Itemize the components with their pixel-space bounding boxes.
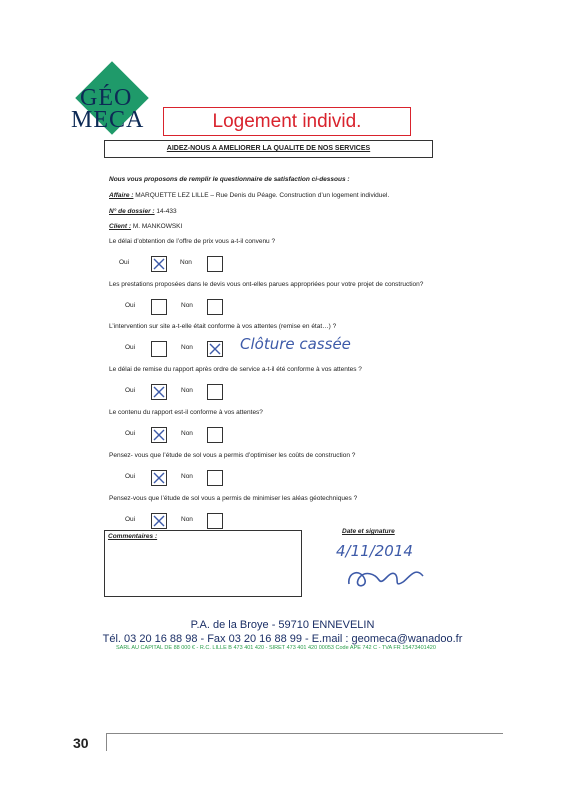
question-text: Le contenu du rapport est-il conforme à vos attentes? (109, 409, 263, 416)
client-label: Client : (109, 223, 132, 230)
non-checkbox[interactable] (207, 470, 223, 486)
non-checkbox[interactable] (207, 384, 223, 400)
oui-label: Oui (125, 344, 136, 351)
question-text: Pensez-vous que l’étude de sol vous a permis de minimiser les aléas géotechniques ? (109, 495, 358, 502)
oui-label: Oui (125, 516, 136, 523)
oui-checkbox[interactable] (151, 341, 167, 357)
non-label: Non (181, 387, 193, 394)
client-value: M. MANKOWSKI (132, 223, 183, 230)
comments-label: Commentaires : (108, 533, 158, 540)
intro-text: Nous vous proposons de remplir le questionnaire de satisfaction ci-dessous : (109, 176, 350, 183)
oui-label: Oui (125, 430, 136, 437)
handwritten-date: 4/11/2014 (336, 542, 413, 560)
footer-address: P.A. de la Broye - 59710 ENNEVELIN (190, 619, 375, 631)
question-text: Pensez- vous que l’étude de sol vous a permis d’optimiser les coûts de construction ? (109, 452, 356, 459)
question-text: Le délai d’obtention de l’offre de prix vous a-t-il convenu ? (109, 238, 276, 245)
footer-contact: Tél. 03 20 16 88 98 - Fax 03 20 16 88 99 - E.mail : geomeca@wanadoo.fr (102, 633, 463, 645)
footer-legal: SARL AU CAPITAL DE 88 000 € - R.C. LILLE B 473 401 420 - SIRET 473 401 420 00053 Code APE 742 C - TVA FR 15473401420 (116, 645, 436, 651)
oui-checkbox[interactable] (151, 427, 167, 443)
survey-banner: AIDEZ-NOUS A AMELIORER LA QUALITE DE NOS SERVICES (104, 140, 433, 158)
non-label: Non (181, 302, 193, 309)
question-text: Les prestations proposées dans le devis vous ont-elles parues appropriées pour votre projet de construction? (109, 281, 424, 288)
dossier-value: 14-433 (156, 208, 177, 215)
affaire-label: Affaire : (109, 192, 134, 199)
oui-label: Oui (125, 473, 136, 480)
oui-label: Oui (119, 259, 130, 266)
oui-checkbox[interactable] (151, 470, 167, 486)
page-divider (106, 733, 107, 751)
dossier-label: N° de dossier : (109, 208, 155, 215)
comments-box[interactable] (104, 530, 302, 597)
question-text: L’intervention sur site a-t-elle était conforme à vos attentes (remise en état…) ? (109, 323, 337, 330)
oui-checkbox[interactable] (151, 299, 167, 315)
non-label: Non (180, 259, 192, 266)
page-rule (106, 733, 503, 734)
handwritten-note: Clôture cassée (240, 335, 351, 353)
non-label: Non (181, 516, 193, 523)
date-signature-label: Date et signature (342, 528, 395, 535)
non-checkbox[interactable] (207, 299, 223, 315)
non-label: Non (181, 473, 193, 480)
oui-checkbox[interactable] (151, 256, 167, 272)
non-checkbox[interactable] (207, 341, 223, 357)
header-title: Logement individ. (163, 107, 411, 136)
non-label: Non (181, 344, 193, 351)
affaire-line (109, 192, 389, 200)
question-text: Le délai de remise du rapport après ordre de service a-t-il été conforme à vos attentes ? (109, 366, 362, 373)
client-line (109, 223, 182, 231)
non-checkbox[interactable] (207, 427, 223, 443)
non-checkbox[interactable] (207, 513, 223, 529)
logo-line-2: MECA (71, 107, 145, 133)
signature-mark (345, 562, 430, 592)
oui-label: Oui (125, 302, 136, 309)
logo-line-1: GÉO (80, 85, 133, 111)
non-checkbox[interactable] (207, 256, 223, 272)
oui-label: Oui (125, 387, 136, 394)
oui-checkbox[interactable] (151, 384, 167, 400)
affaire-value: MARQUETTE LEZ LILLE – Rue Denis du Péage. Construction d’un logement individuel. (135, 192, 390, 199)
oui-checkbox[interactable] (151, 513, 167, 529)
page-number: 30 (73, 735, 89, 751)
dossier-line (109, 208, 177, 216)
non-label: Non (181, 430, 193, 437)
